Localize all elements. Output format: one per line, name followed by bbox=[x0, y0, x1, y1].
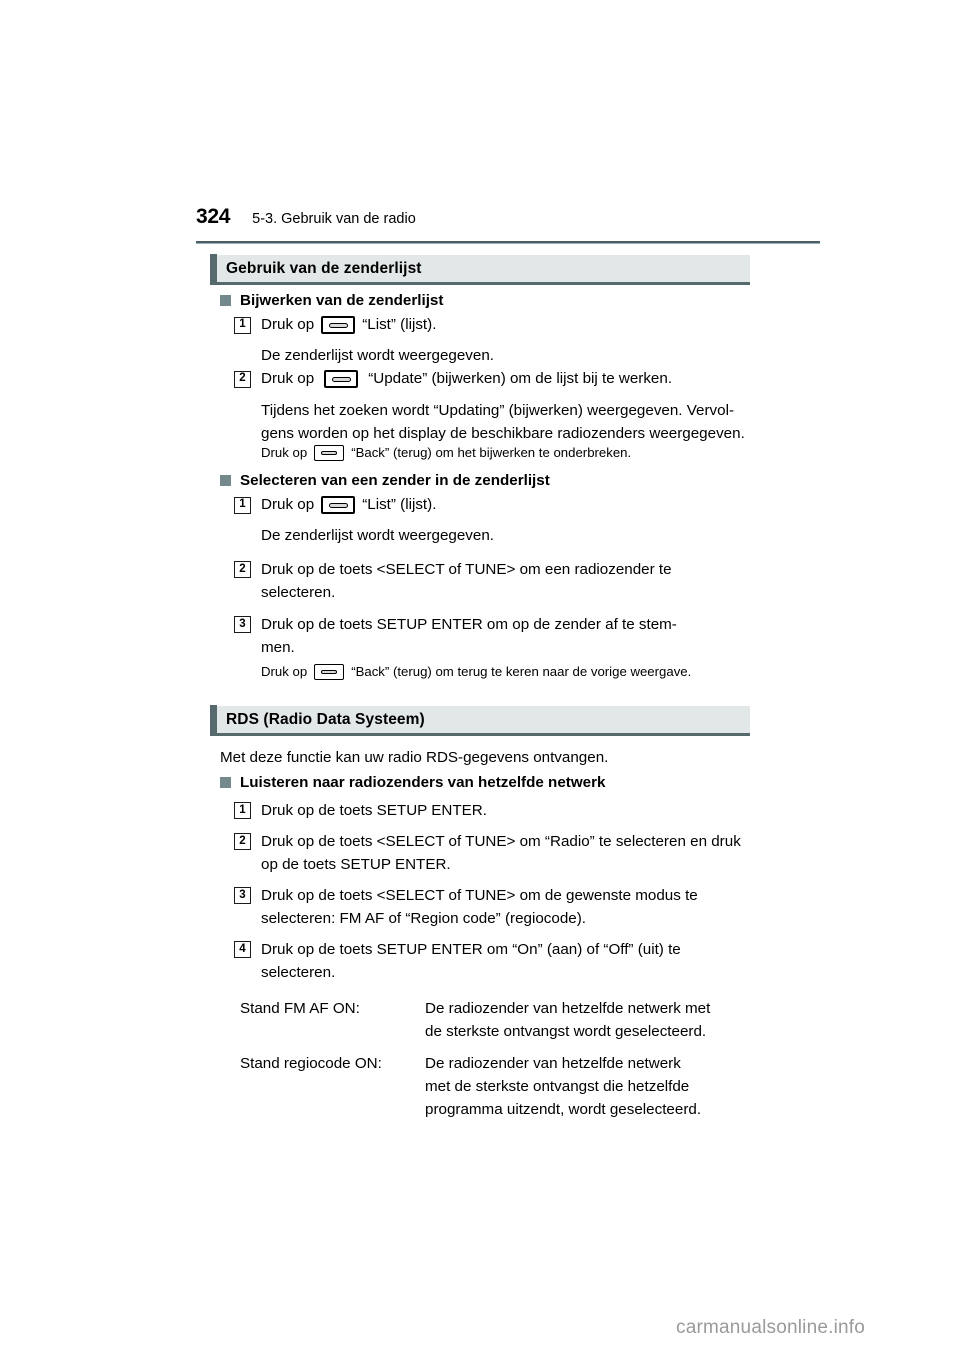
definition-description bbox=[425, 1052, 745, 1121]
watermark-text: carmanualsonline.info bbox=[676, 1317, 866, 1338]
step-row-rds-2 bbox=[234, 830, 748, 876]
step-text-pre: Druk op bbox=[261, 316, 315, 333]
step-line: en druk op de toets SETUP ENTER. bbox=[261, 833, 741, 873]
step-text: Druk op de toets SETUP ENTER. bbox=[261, 802, 487, 819]
list-button-icon[interactable] bbox=[321, 316, 355, 334]
subheading-selecteren bbox=[220, 473, 550, 488]
square-bullet-icon bbox=[220, 295, 231, 306]
button-bar-glyph bbox=[329, 503, 348, 508]
step-text-post: “List” (lijst). bbox=[362, 496, 437, 513]
note-text-post: “Back” (terug) om het bijwerken te onderbreken. bbox=[351, 445, 632, 461]
step-line: selecteren. bbox=[261, 584, 336, 601]
definition-description bbox=[425, 997, 745, 1043]
section-accent-bar bbox=[210, 705, 217, 735]
step-row-1-1 bbox=[234, 316, 436, 334]
step-text-pre: Druk op bbox=[261, 370, 315, 387]
step-text-pre: Druk op bbox=[261, 496, 315, 513]
step-number: 1 bbox=[234, 317, 251, 334]
note-row-back-1 bbox=[261, 445, 631, 461]
step-text-post: “List” (lijst). bbox=[362, 316, 437, 333]
button-bar-glyph bbox=[332, 377, 351, 382]
section-title: RDS (Radio Data Systeem) bbox=[226, 710, 425, 728]
button-bar-glyph bbox=[329, 323, 348, 328]
definition-term: Stand FM AF ON: bbox=[240, 1000, 360, 1017]
button-bar-glyph bbox=[321, 451, 337, 455]
section-title: Gebruik van de zenderlijst bbox=[226, 259, 422, 277]
note-line: Tijdens het zoeken wordt “Updating” (bijwerken) weergegeven. Vervol- bbox=[261, 402, 735, 419]
definition-line: De radiozender van hetzelfde netwerk bbox=[425, 1055, 681, 1072]
update-button-icon[interactable] bbox=[324, 370, 358, 388]
back-button-icon[interactable] bbox=[314, 445, 344, 461]
definition-line: programma uitzendt, wordt geselecteerd. bbox=[425, 1101, 702, 1118]
step-row-2-2 bbox=[234, 558, 746, 604]
step-number: 3 bbox=[234, 887, 251, 904]
step-number: 2 bbox=[234, 833, 251, 850]
chapter-title: 5-3. Gebruik van de radio bbox=[252, 211, 416, 227]
step-text bbox=[261, 613, 677, 659]
step-row-rds-4 bbox=[234, 938, 748, 984]
step-row-1-2 bbox=[234, 370, 672, 388]
section-header-zenderlijst bbox=[210, 255, 750, 285]
step-number: 3 bbox=[234, 616, 251, 633]
definition-term: Stand regiocode ON: bbox=[240, 1055, 382, 1072]
note-updating bbox=[261, 399, 746, 445]
button-bar-glyph bbox=[321, 670, 337, 674]
step-number: 2 bbox=[234, 371, 251, 388]
step-text bbox=[261, 884, 748, 930]
definition-row-regiocode bbox=[240, 1052, 745, 1121]
step-text bbox=[261, 830, 748, 876]
definition-line: De radiozender van hetzelfde netwerk met bbox=[425, 1000, 711, 1017]
note-row-back-2 bbox=[261, 664, 691, 680]
step-row-2-1 bbox=[234, 496, 436, 514]
step-line: selecteren. bbox=[261, 964, 336, 981]
step-line: Druk op de toets SETUP ENTER om “On” (aan) of “Off” (uit) te bbox=[261, 941, 681, 958]
step-text bbox=[261, 558, 672, 604]
section-header-rds bbox=[210, 706, 750, 736]
note-text-pre: Druk op bbox=[261, 445, 308, 461]
note-text-post: “Back” (terug) om terug te keren naar de vorige weergave. bbox=[351, 664, 692, 680]
note-zenderlijst-weergegeven: De zenderlijst wordt weergegeven. bbox=[261, 347, 494, 364]
page-number: 324 bbox=[196, 205, 231, 228]
list-button-icon[interactable] bbox=[321, 496, 355, 514]
square-bullet-icon bbox=[220, 475, 231, 486]
step-row-2-3 bbox=[234, 613, 746, 659]
step-row-rds-1 bbox=[234, 799, 746, 822]
subheading-label: Selecteren van een zender in de zenderlijst bbox=[240, 472, 550, 489]
step-line: selecteren: FM AF of “Region code” (regiocode). bbox=[261, 910, 586, 927]
step-number: 1 bbox=[234, 497, 251, 514]
step-line: Druk op de toets <SELECT of TUNE> om “Radio” te selecteren bbox=[261, 833, 686, 850]
note-text-pre: Druk op bbox=[261, 664, 308, 680]
definition-line: met de sterkste ontvangst die hetzelfde bbox=[425, 1078, 690, 1095]
note-line: gens worden op het display de beschikbare radiozenders weergegeven. bbox=[261, 425, 745, 442]
step-row-rds-3 bbox=[234, 884, 748, 930]
step-line: Druk op de toets SETUP ENTER om op de zender af te stem- bbox=[261, 616, 677, 633]
step-number: 4 bbox=[234, 941, 251, 958]
step-line: Druk op de toets <SELECT of TUNE> om een radiozender te bbox=[261, 561, 672, 578]
step-text-post: “Update” (bijwerken) om de lijst bij te werken. bbox=[368, 370, 673, 387]
step-text bbox=[261, 938, 748, 984]
page-header bbox=[196, 206, 824, 238]
section-accent-bar bbox=[210, 254, 217, 284]
subheading-bijwerken bbox=[220, 293, 443, 308]
step-number: 1 bbox=[234, 802, 251, 819]
square-bullet-icon bbox=[220, 777, 231, 788]
step-number: 2 bbox=[234, 561, 251, 578]
rds-intro-text: Met deze functie kan uw radio RDS-gegevens ontvangen. bbox=[220, 749, 609, 766]
note-zenderlijst-weergegeven-2: De zenderlijst wordt weergegeven. bbox=[261, 527, 494, 544]
header-divider bbox=[196, 241, 820, 244]
subheading-luisteren bbox=[220, 775, 605, 790]
definition-line: de sterkste ontvangst wordt geselecteerd. bbox=[425, 1023, 707, 1040]
step-line: men. bbox=[261, 639, 295, 656]
back-button-icon[interactable] bbox=[314, 664, 344, 680]
step-line: Druk op de toets <SELECT of TUNE> om de gewenste modus te bbox=[261, 887, 698, 904]
subheading-label: Bijwerken van de zenderlijst bbox=[240, 292, 444, 309]
subheading-label: Luisteren naar radiozenders van hetzelfde netwerk bbox=[240, 774, 606, 791]
definition-row-fm-af bbox=[240, 997, 745, 1043]
